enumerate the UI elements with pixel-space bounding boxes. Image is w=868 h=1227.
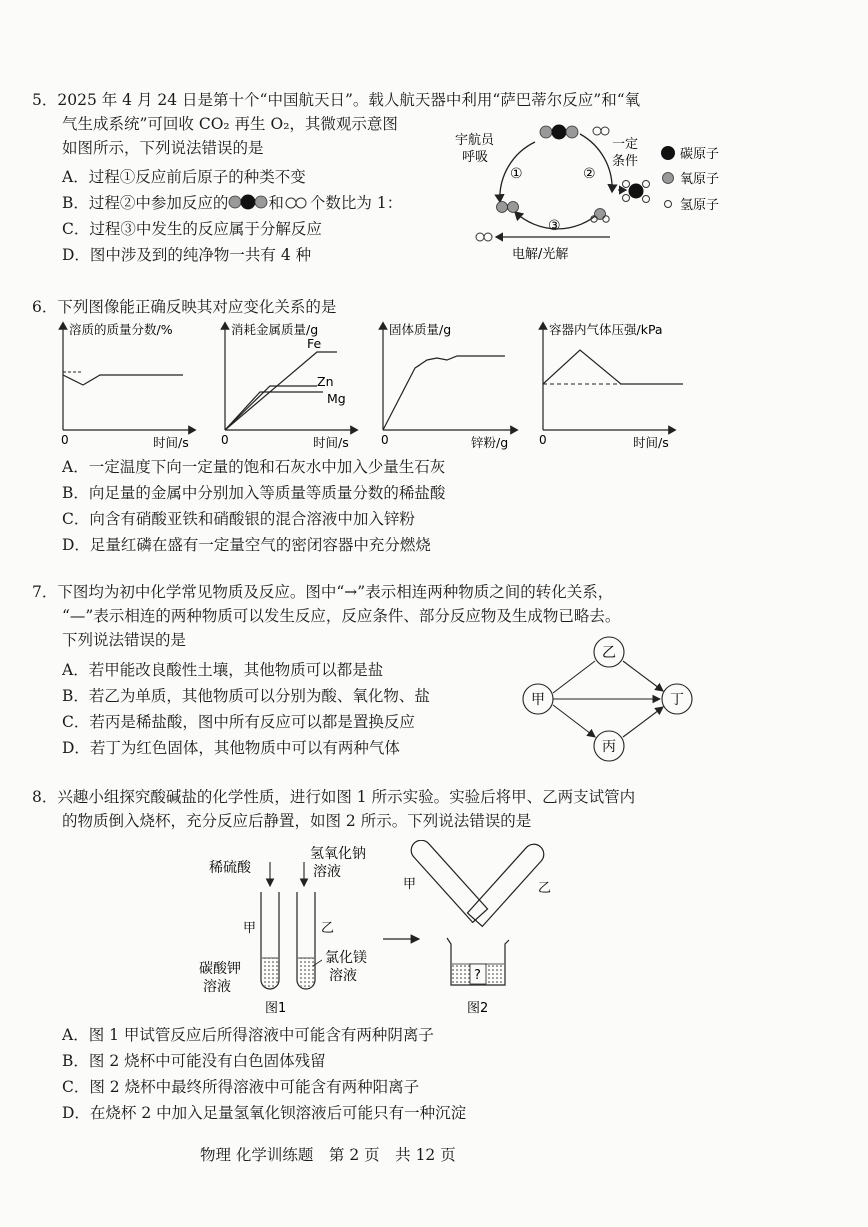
graph-b-zn-label: Zn	[317, 374, 334, 389]
graph-d-curve	[543, 350, 683, 384]
q7-option-d: D．若丁为红色固体，其他物质中可以有两种气体	[62, 739, 400, 757]
node-ding-label: 丁	[670, 692, 684, 708]
naoh-label-2: 溶液	[313, 864, 341, 880]
legend-oxygen: 氧原子	[680, 172, 720, 187]
graph-c-ylabel: 固体质量/g	[389, 322, 452, 337]
q5-option-a: A．过程①反应前后原子的种类不变	[62, 168, 306, 186]
q5-stem-line3: 如图所示，下列说法错误的是	[62, 139, 264, 157]
step2-label: ②	[583, 166, 596, 182]
step3-label: ③	[548, 218, 561, 234]
fig2-yi-label: 乙	[538, 881, 552, 896]
tube-jia-label: 甲	[243, 921, 257, 936]
q6-graphs	[55, 320, 705, 455]
graph-c	[381, 322, 515, 450]
q5-stem-line2: 气生成系统”可回收 CO₂ 再生 O₂，其微观示意图	[62, 115, 398, 133]
graph-a-origin: 0	[61, 433, 69, 447]
q7-option-c: C．若丙是稀盐酸，图中所有反应可以都是置换反应	[62, 713, 415, 731]
q5-option-b-text: B．过程②中参加反应的	[62, 194, 229, 212]
test-tube-jia	[261, 892, 279, 989]
q8-option-b: B．图 2 烧杯中可能没有白色固体残留	[62, 1052, 326, 1070]
graph-b-fe-line	[225, 352, 337, 430]
o2-molecule-icon	[497, 202, 519, 213]
graph-a-ylabel: 溶质的质量分数/%	[69, 322, 173, 337]
q5-cycle-diagram	[440, 112, 760, 272]
graph-b-ylabel: 消耗金属质量/g	[231, 322, 319, 337]
k2co3-label-1: 碳酸钾	[199, 961, 241, 977]
graph-c-xlabel: 锌粉/g	[471, 435, 509, 450]
unknown-mark: ?	[474, 968, 481, 983]
q8-stem-line1: 8．兴趣小组探究酸碱盐的化学性质，进行如图 1 所示实验。实验后将甲、乙两支试管内	[32, 788, 636, 806]
h2o-molecule-icon	[591, 209, 609, 223]
graph-d-origin: 0	[539, 433, 547, 447]
naoh-label-1: 氢氧化钠	[310, 846, 366, 862]
step1-label: ①	[510, 166, 523, 182]
h2-molecule-icon	[284, 196, 310, 210]
ch4-molecule-icon	[623, 181, 650, 203]
hydrogen-atom-icon	[665, 201, 672, 208]
h2-molecule-icon	[476, 233, 492, 241]
graph-d-xlabel: 时间/s	[633, 435, 669, 450]
page-footer: 物理 化学训练题 第 2 页 共 12 页	[200, 1146, 456, 1164]
graph-b-fe-label: Fe	[307, 336, 322, 351]
test-tube-yi	[297, 892, 315, 989]
q7-stem-line2: “—”表示相连的两种物质可以发生反应，反应条件、部分反应物及生成物已略去。	[62, 607, 621, 625]
acid-label: 稀硫酸	[209, 860, 251, 876]
q6-stem: 6．下列图像能正确反映其对应变化关系的是	[32, 298, 337, 316]
cycle-arc-2	[580, 134, 612, 192]
graph-b-mg-label: Mg	[327, 391, 346, 406]
graph-c-curve	[383, 356, 505, 430]
graph-b-origin: 0	[221, 433, 229, 447]
q5-option-b	[62, 193, 402, 213]
fig2-jia-label: 甲	[403, 877, 417, 892]
q7-option-b: B．若乙为单质，其他物质可以分别为酸、氧化物、盐	[62, 687, 430, 705]
fig2-caption: 图2	[467, 1001, 489, 1016]
mgcl2-label-2: 溶液	[329, 968, 357, 984]
carbon-atom-icon	[661, 146, 675, 160]
graph-d-ylabel: 容器内气体压强/kPa	[549, 322, 663, 337]
q8-stem-line2: 的物质倒入烧杯，充分反应后静置，如图 2 所示。下列说法错误的是	[62, 812, 532, 830]
q5-option-b-mid: 和	[268, 194, 284, 212]
graph-b-zn-line	[225, 386, 317, 430]
condition-label-1: 一定	[612, 137, 639, 152]
legend-carbon: 碳原子	[680, 147, 720, 162]
q6-option-d: D．足量红磷在盛有一定量空气的密闭容器中充分燃烧	[62, 536, 431, 554]
graph-b-xlabel: 时间/s	[313, 435, 349, 450]
graph-b-mg-line	[225, 392, 323, 430]
astronaut-label: 宇航员	[455, 133, 495, 148]
q6-option-a: A．一定温度下向一定量的饱和石灰水中加入少量生石灰	[62, 458, 446, 476]
condition-label-2: 条件	[612, 154, 639, 169]
node-yi-label: 乙	[602, 645, 616, 661]
q7-stem-line3: 下列说法错误的是	[62, 631, 187, 649]
graph-d	[539, 322, 683, 450]
legend	[661, 146, 719, 213]
electrolysis-label: 电解/光解	[512, 247, 569, 262]
q8-option-d: D．在烧杯 2 中加入足量氢氧化钡溶液后可能只有一种沉淀	[62, 1104, 467, 1122]
q5-option-d: D．图中涉及到的纯净物一共有 4 种	[62, 246, 312, 264]
node-jia-label: 甲	[531, 692, 545, 708]
breath-label: 呼吸	[462, 150, 489, 165]
k2co3-label-2: 溶液	[203, 979, 231, 995]
q8-option-c: C．图 2 烧杯中最终所得溶液中可能含有两种阳离子	[62, 1078, 420, 1096]
graph-b	[221, 322, 355, 450]
q5-stem-line1: 5．2025 年 4 月 24 日是第十个“中国航天日”。载人航天器中利用“萨巴蒂尔反应”和“氧	[32, 91, 641, 109]
q7-option-a: A．若甲能改良酸性土壤，其他物质可以都是盐	[62, 661, 384, 679]
q8-option-a: A．图 1 甲试管反应后所得溶液中可能含有两种阴离子	[62, 1026, 434, 1044]
co2-molecule-icon	[540, 125, 578, 140]
graph-a-curve	[63, 375, 183, 385]
mgcl2-label-1: 氯化镁	[325, 950, 367, 966]
q5-option-b-end: 个数比为 1：	[309, 194, 403, 212]
h2-molecule-icon	[593, 127, 609, 135]
q5-option-c: C．过程③中发生的反应属于分解反应	[62, 220, 322, 238]
graph-a-xlabel: 时间/s	[153, 435, 189, 450]
tube-yi-label: 乙	[321, 921, 335, 936]
oxygen-atom-icon	[663, 173, 674, 184]
beaker	[447, 938, 509, 985]
q6-option-b: B．向足量的金属中分别加入等质量等质量分数的稀盐酸	[62, 484, 446, 502]
fig1-caption: 图1	[265, 1001, 287, 1016]
co2-molecule-icon	[228, 194, 268, 210]
q8-figures	[195, 840, 565, 1020]
graph-c-origin: 0	[381, 433, 389, 447]
tilted-tube-yi	[467, 840, 547, 926]
tilted-tube-jia	[407, 840, 487, 922]
q6-option-c: C．向含有硝酸亚铁和硝酸银的混合溶液中加入锌粉	[62, 510, 415, 528]
q7-relation-diagram	[515, 635, 705, 765]
graph-a	[61, 322, 193, 450]
node-bing-label: 丙	[602, 739, 616, 755]
legend-hydrogen: 氢原子	[680, 198, 720, 213]
q7-stem-line1: 7．下图均为初中化学常见物质及反应。图中“→”表示相连两种物质之间的转化关系，	[32, 583, 614, 601]
